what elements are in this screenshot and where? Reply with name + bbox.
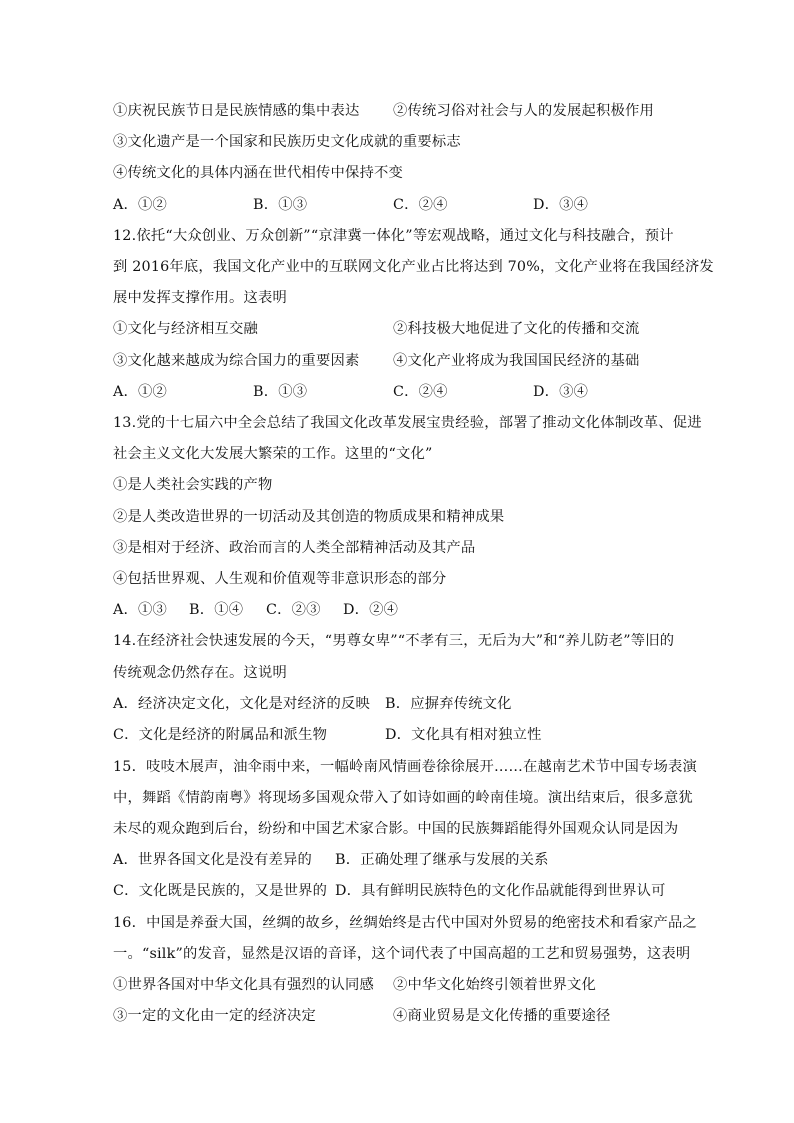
q14-choice-b: B．应摒弃传统文化	[385, 696, 512, 712]
q16-option-1: ①世界各国对中华文化具有强烈的认同感	[113, 977, 374, 993]
q15-choice-d: D．具有鲜明民族特色的文化作品就能得到世界认可	[335, 883, 666, 899]
q12-stem-line-1: 12.依托“大众创业、万众创新”“京津冀一体化”等宏观战略，通过文化与科技融合，预计	[113, 228, 674, 244]
q11-choice-a: A．①②	[113, 197, 168, 213]
q16-option-row-2	[113, 1001, 683, 1032]
q15-choice-row-1	[113, 845, 683, 876]
q14-choice-a: A．经济决定文化，文化是对经济的反映	[113, 696, 370, 712]
q12-option-row-1	[113, 314, 683, 345]
q16-option-3: ③一定的文化由一定的经济决定	[113, 1008, 316, 1024]
q11-choice-c: C．②④	[393, 197, 448, 213]
q13-stem-line-1: 13.党的十七届六中全会总结了我国文化改革发展宝贵经验，部署了推动文化体制改革、促进	[113, 415, 702, 431]
q11-choices	[113, 190, 683, 221]
q14-stem-line-1: 14.在经济社会快速发展的今天，“男尊女卑”“不孝有三，无后为大”和“养儿防老”等旧的	[113, 633, 675, 649]
q11-choice-d: D．③④	[533, 197, 589, 213]
q13-choice-b: B．①④	[189, 602, 244, 618]
q15-stem-line-1: 15．吱吱木展声，油伞雨中来，一幅岭南风情画卷徐徐展开……在越南艺术节中国专场表演	[113, 759, 697, 775]
q12-choices	[113, 377, 683, 408]
q12-stem-line-3: 展中发挥支撑作用。这表明	[113, 290, 287, 306]
q14-choice-row-2	[113, 720, 683, 751]
q15-stem-line-3: 未尽的观众跑到后台，纷纷和中国艺术家合影。中国的民族舞蹈能得外国观众认同是因为	[113, 821, 679, 837]
q12-option-3: ③文化越来越成为综合国力的重要因素	[113, 353, 360, 369]
q13-option-3: ③是相对于经济、政治而言的人类全部精神活动及其产品	[113, 540, 476, 556]
q12-option-row-2	[113, 346, 683, 377]
q14-choice-d: D．文化具有相对独立性	[385, 727, 542, 743]
q12-choice-b: B．①③	[253, 384, 308, 400]
q15-choice-row-2	[113, 876, 683, 907]
q13-choice-a: A．①③	[113, 602, 168, 618]
q16-stem-line-2: 一。“silk”的发音，显然是汉语的音译，这个词代表了中国高超的工艺和贸易强势，这表明	[113, 946, 691, 962]
q15-stem-line-2: 中，舞蹈《情韵南粤》将现场多国观众带入了如诗如画的岭南佳境。演出结束后，很多意犹	[113, 790, 693, 806]
q13-option-1: ①是人类社会实践的产物	[113, 477, 273, 493]
q16-stem-line-1: 16．中国是养蚕大国，丝绸的故乡，丝绸始终是古代中国对外贸易的绝密技术和看家产品之	[113, 915, 697, 931]
q13-choices	[113, 595, 683, 626]
q14-choice-row-1	[113, 689, 683, 720]
q15-choice-b: B．正确处理了继承与发展的关系	[335, 852, 549, 868]
q11-option-2: ②传统习俗对社会与人的发展起积极作用	[393, 103, 654, 119]
q12-choice-a: A．①②	[113, 384, 168, 400]
q12-option-4: ④文化产业将成为我国国民经济的基础	[393, 353, 640, 369]
q13-option-2: ②是人类改造世界的一切活动及其创造的物质成果和精神成果	[113, 509, 505, 525]
q12-choice-c: C．②④	[393, 384, 448, 400]
q16-option-4: ④商业贸易是文化传播的重要途径	[393, 1008, 611, 1024]
q16-option-row-1	[113, 970, 683, 1001]
q11-option-4: ④传统文化的具体内涵在世代相传中保持不变	[113, 165, 403, 181]
q12-option-1: ①文化与经济相互交融	[113, 321, 258, 337]
q13-choice-c: C．②③	[266, 602, 321, 618]
q16-option-2: ②中华文化始终引领着世界文化	[393, 977, 596, 993]
q11-choice-b: B．①③	[253, 197, 308, 213]
q13-stem-line-2: 社会主义文化大发展大繁荣的工作。这里的“文化”	[113, 446, 433, 462]
q12-option-2: ②科技极大地促进了文化的传播和交流	[393, 321, 640, 337]
q15-choice-a: A．世界各国文化是没有差异的	[113, 852, 312, 868]
q14-choice-c: C．文化是经济的附属品和派生物	[113, 727, 328, 743]
q13-choice-d: D．②④	[343, 602, 399, 618]
q14-stem-line-2: 传统观念仍然存在。这说明	[113, 665, 287, 681]
q11-option-3: ③文化遗产是一个国家和民族历史文化成就的重要标志	[113, 134, 461, 150]
q11-option-row-1	[113, 96, 683, 127]
q12-stem-line-2: 到 2016年底，我国文化产业中的互联网文化产业占比将达到 70%，文化产业将在我国经济发	[113, 259, 714, 275]
q12-choice-d: D．③④	[533, 384, 589, 400]
q11-option-1: ①庆祝民族节日是民族情感的集中表达	[113, 103, 360, 119]
q15-choice-c: C．文化既是民族的，又是世界的	[113, 883, 328, 899]
q13-option-4: ④包括世界观、人生观和价值观等非意识形态的部分	[113, 571, 447, 587]
